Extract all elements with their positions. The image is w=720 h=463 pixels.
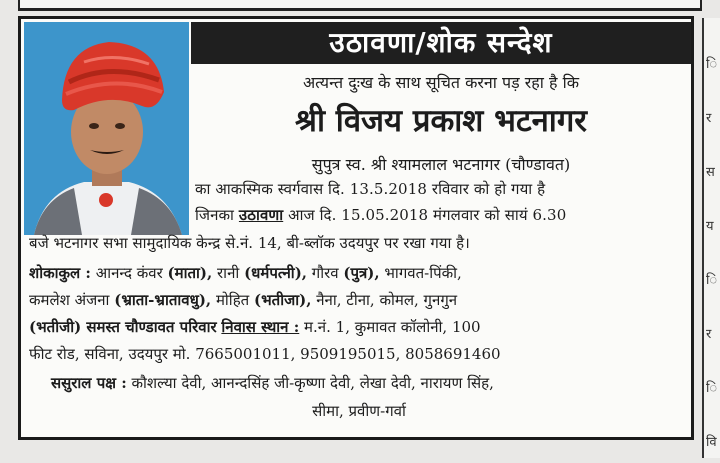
in-laws-line-2: सीमा, प्रवीण-गर्वा [312,402,406,420]
side-glyph: ि [706,381,718,396]
mourner-nieces: नैना, टीना, कोमल, गुनगुन [316,291,458,309]
relation-mother: (माता), [167,264,213,282]
side-glyph: स [706,165,715,180]
deceased-name: श्री विजय प्रकाश भटनागर [295,103,587,139]
mourners-line-2 [29,290,689,310]
mourner-mother: आनन्द कंवर [95,264,163,282]
intro-text: अत्यन्त दुःख के साथ सूचित करना पड़ रहा है कि [302,73,580,92]
mourner-brother: कमलेश अंजना [29,291,110,309]
mourner-son: गौरव [311,264,339,282]
side-glyph: वि [706,435,717,450]
relation-wife: (धर्मपत्नी), [244,264,308,282]
residence-label: निवास स्थान : [221,318,300,336]
side-glyph: र [706,111,712,126]
uthavna-prefix: जिनका [195,206,235,224]
ad-header: उठावणा/शोक सन्देश [191,22,691,64]
side-glyph: ि [706,57,718,72]
in-laws-label: ससुराल पक्ष : [51,374,127,392]
family-text: (भतीजी) समस्त चौण्डावत परिवार [29,318,217,336]
demise-line [195,179,689,199]
side-glyph: र [706,327,712,342]
phone-numbers: 7665001011, 9509195015, 8058691460 [195,345,501,363]
demise-date: 13.5.2018 [349,180,427,198]
mourners-line-4 [29,344,689,364]
obituary-advertisement [18,16,694,440]
in-laws-names: कौशल्या देवी, आनन्दसिंह जी-कृष्णा देवी, लेखा देवी, नारायण सिंह, [131,374,494,392]
side-glyph: य [706,219,714,234]
parentage-text: सुपुत्र स्व. श्री श्यामलाल भटनागर (चौण्डावत) [311,155,571,174]
mourner-wife: रानी [217,264,240,282]
relation-nephew: (भतीजा), [254,291,312,309]
uthavna-keyword: उठावणा [238,206,284,224]
in-laws-line-1 [51,373,711,393]
demise-suffix: रविवार को हो गया है [431,180,546,198]
relation-brother: (भ्राता-भ्रातावधु), [114,291,212,309]
address-continued: फीट रोड, सविना, उदयपुर मो. [29,345,191,363]
demise-prefix: का आकस्मिक स्वर्गवास दि. [195,180,345,198]
previous-ad-border [18,0,702,11]
uthavna-text: आज दि. 15.05.2018 मंगलवार को सायं 6.30 [288,206,567,224]
deceased-portrait [24,22,189,235]
relation-son: (पुत्र), [343,264,380,282]
mourner-others: भागवत-पिंकी, [384,264,462,282]
uthavna-line [195,205,689,225]
venue-line: बजे भटनागर सभा सामुदायिक केन्द्र से.नं. 14, बी-ब्लॉक उदयपुर पर रखा गया है। [29,234,470,252]
side-glyph: ि [706,273,718,288]
residence-address: म.नं. 1, कुमावत कॉलोनी, 100 [304,318,481,336]
mourners-label: शोकाकुल : [29,264,91,282]
mourners-line-3 [29,317,689,337]
mourner-nephew: मोहित [215,291,250,309]
mourners-line-1 [29,263,689,283]
portrait-illustration [24,22,189,235]
